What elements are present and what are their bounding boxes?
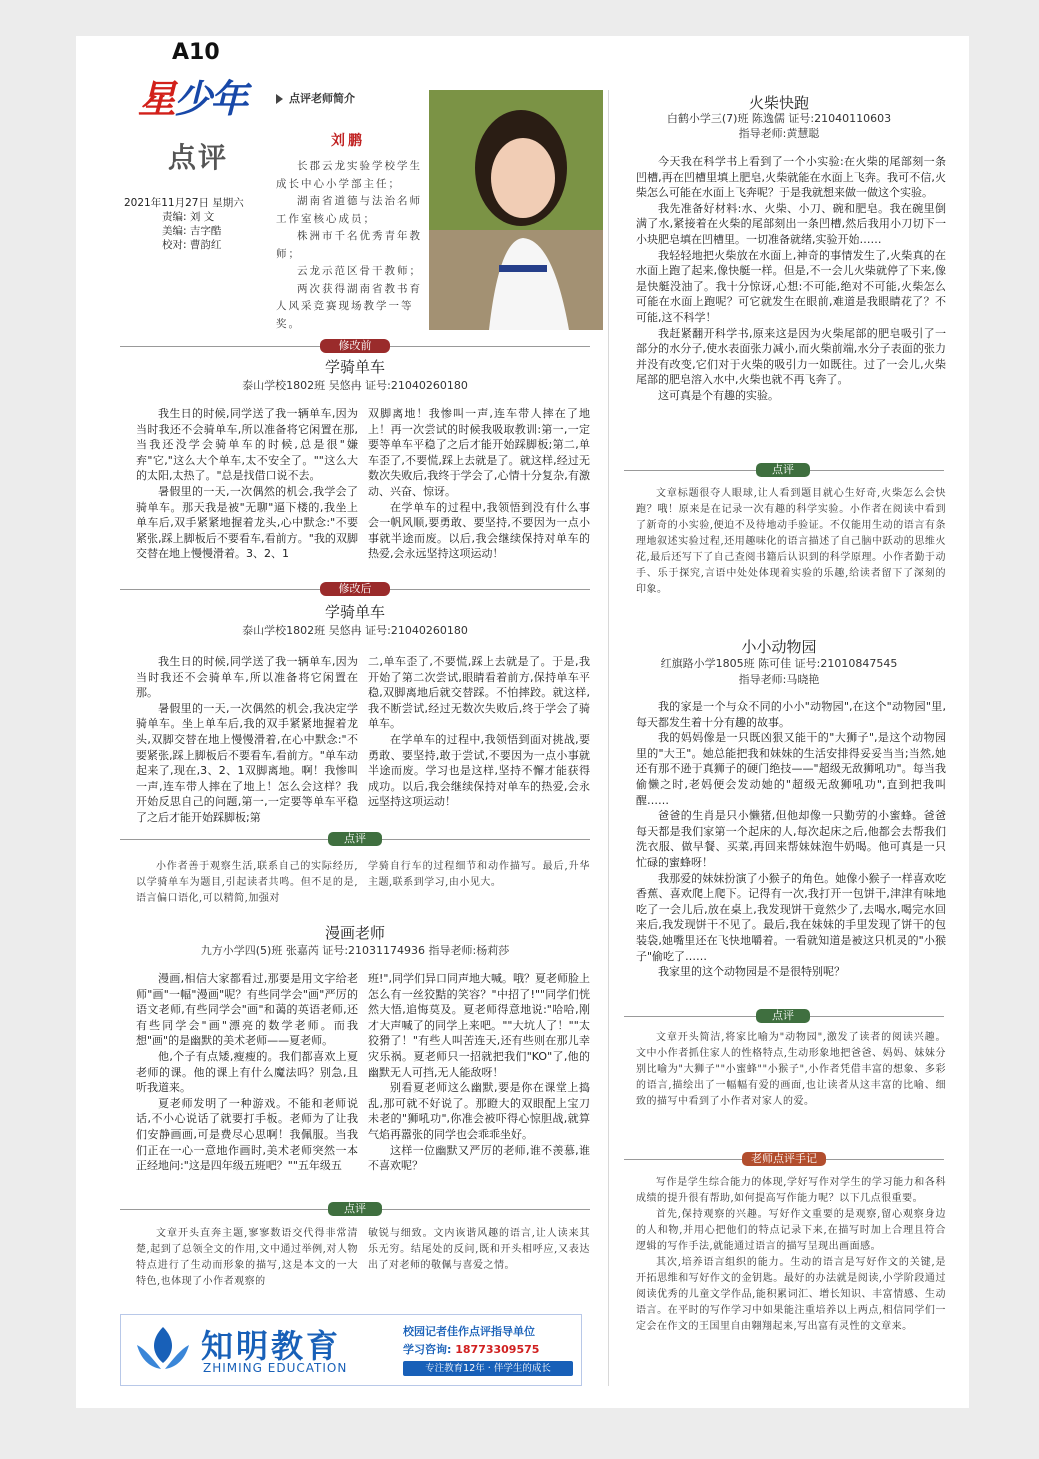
article-body: 班!",同学们异口同声地大喊。哦？夏老师脸上怎么有一丝狡黠的笑容？"中招了!""同学们恍然大悟,追悔莫及。夏老师得意地说:"哈哈,刚才大声喊了的同学上来吧。""大坑人了！""太狡猾了！"有些人叫苦连天,还有些则在那儿幸灾乐祸。夏老师只一招就把我们"KO"了,他的幽默无人可挡,无人能敌呀！ 别看夏老师这么幽默,要是你在课堂上捣乱,那可就不好说了。那瞪大的双眼配上宝刀未老的"狮吼功",你准会被吓得心惊胆战,就算气焰再嚣张的同学也会乖乖坐好。 这样一位幽默又严厉的老师,谁不羡慕,谁不喜欢呢？	[368, 972, 590, 1173]
article-advisor: 指导老师:黄慧聪	[738, 127, 820, 140]
article-byline: 红旗路小学1805班 陈可佳 证号:21010847545	[660, 657, 898, 670]
article-advisor: 指导老师:马晓艳	[738, 673, 820, 686]
ad-phone[interactable]: 18773309575	[455, 1343, 540, 1356]
article-byline: 泰山学校1802班 吴悠冉 证号:21040260180	[242, 624, 468, 637]
teacher-name: 刘鹏	[331, 133, 365, 149]
article-title: 学骑单车	[324, 358, 385, 376]
article-byline: 白鹤小学三(7)班 陈逸儒 证号:21040110603	[666, 112, 892, 125]
page-number: A10	[172, 40, 220, 65]
editor-credit: 责编: 刘 文	[162, 211, 215, 223]
teacher-intro-heading: 点评老师简介	[276, 90, 355, 106]
comment-tag: 点评	[328, 1202, 382, 1216]
proofreader-credit: 校对: 曹韵红	[162, 239, 222, 251]
after-tag: 修改后	[320, 582, 390, 596]
article-body: 漫画,相信大家都看过,那要是用文字给老师"画"一幅"漫画"呢？有些同学会"画"严厉的语文老师,有些同学会"画"和蔼的英语老师,还有些同学会"画"漂亮的数学老师。而我想"画"的是幽默的美术老师——夏老师。 他,个子有点矮,瘦瘦的。我们都喜欢上夏老师的课。他的课上有什么魔法吗？别急,且听我道来。 夏老师发明了一种游戏。不能和老师说话,不小心说话了就要打手板。老师为了让我们安静画画,可是费尽心思啊！我佩服。当我们正在一心一意地作画时,美术老师突然一本正经地问:"这是四年级五班吧？""五年级五	[136, 972, 358, 1173]
masthead-meta	[124, 196, 244, 252]
zhiming-logo-icon	[131, 1323, 195, 1375]
comment-body: 文章开头简洁,将家比喻为"动物园",激发了读者的阅读兴趣。文中小作者抓住家人的性格特点,生动形象地把爸爸、妈妈、妹妹分别比喻为"大狮子""小蜜蜂""小猴子",小作者凭借丰富的想象、多彩的语言,描绘出了一幅幅有爱的画面,也让读者从这丰富的比喻、细致的描写中看到了小作者对家人的爱。	[636, 1032, 946, 1107]
triangle-icon	[276, 94, 283, 104]
article-byline: 泰山学校1802班 吴悠冉 证号:21040260180	[242, 379, 468, 392]
notes-body: 写作是学生综合能力的体现,学好写作对学生的学习能力和各科成绩的提升很有帮助,如何提高写作能力呢？以下几点很重要。 首先,保持观察的兴趣。写好作文重要的是观察,留心观察身边的人和物,并用心把他们的特点记录下来,在描写时加上合理且符合逻辑的写作手法,就能通过语言的描写呈现出画面感。 其次,培养语言组织的能力。生动的语言是写好作文的关键,是开拓思维和写好作文的金钥匙。最好的办法就是阅读,小学阶段通过阅读优秀的儿童文学作品,能积累词汇、增长知识、丰富情感、生动语言。在平时的写作学习中如果能注重培养以上两点,相信同学们一定会在作文的王国里自由翱翔起来,写出富有灵性的文章来。	[636, 1177, 946, 1332]
ad-phone-line: 学习咨询: 18773309575	[403, 1343, 540, 1356]
before-tag: 修改前	[320, 339, 390, 353]
article-title: 学骑单车	[324, 603, 385, 621]
column-divider	[608, 90, 609, 1386]
teacher-bio: 长郡云龙实验学校学生成长中心小学部主任； 湖南省道德与法治名师工作室核心成员； 株洲市千名优秀青年教师； 云龙示范区骨干教师； 两次获得湖南省教书育人风采竞赛现场教学一等奖。	[276, 160, 422, 330]
brand-logo: 星少年	[138, 77, 247, 121]
article-title: 小小动物园	[741, 638, 817, 656]
article-body: 今天我在科学书上看到了一个小实验:在火柴的尾部刻一条凹槽,再在凹槽里填上肥皂,火柴就能在水面上飞奔。我可不信,火柴怎么可能在水面上飞奔呢？于是我就想来做一做这个实验。 我先准备好材料:水、火柴、小刀、碗和肥皂。我在碗里倒满了水,紧接着在火柴的尾部刻出一条凹槽,然后我用小刀切下一小块肥皂填在凹槽里。一切准备就绪,实验开始…… 我轻轻地把火柴放在水面上,神奇的事情发生了,火柴真的在水面上跑了起来,像快艇一样。但是,不一会儿火柴就停了下来,像是快艇没油了。我十分惊讶,心想:不可能,绝对不可能,火柴怎么可能在水面上跑呢？可它就发生在眼前,难道是我眼睛花了？不可能,这不科学！ 我赶紧翻开科学书,原来这是因为火柴尾部的肥皂吸引了一部分的水分子,使水表面张力减小,而火柴前端,水分子表面的张力并没有改变,它们对于火柴的吸引力一如既往。过了一会儿,火柴尾部的肥皂溶入水中,火柴也就不再飞奔了。 这可真是个有趣的实验。	[636, 155, 946, 402]
issue-date: 2021年11月27日 星期六	[124, 197, 244, 209]
comment-tag: 点评	[328, 832, 382, 846]
ad-slogan: 专注教育12年 · 伴学生的成长	[403, 1361, 573, 1376]
article-body: 双脚离地！我惨叫一声,连车带人摔在了地上！再一次尝试的时候我吸取教训:第一,一定要等单车平稳了之后才能开始踩脚板;第二,单车歪了,不要慌,踩上去就是了。就这样,经过无数次失败后,我终于学会了,心情十分复杂,有激动、兴奋、惊讶。 在学单车的过程中,我领悟到没有什么事会一帆风顺,要勇敢、要坚持,不要因为一点小事就半途而废。以后,我会继续保持对单车的热爱,会永远坚持这项运动！	[368, 407, 590, 561]
notes-tag: 老师点评手记	[742, 1152, 826, 1166]
article-title: 火柴快跑	[748, 94, 809, 112]
comment-body: 学骑自行车的过程细节和动作描写。最后,升华主题,联系到学习,由小见大。	[368, 861, 590, 888]
article-body: 我的家是一个与众不同的小小"动物园",在这个"动物园"里,每天都发生着十分有趣的故事。 我的妈妈像是一只既凶狠又能干的"大狮子",是这个动物园里的"大王"。她总能把我和妹妹的生活安排得妥妥当当;当然,她还有那不逊于真狮子的硬门绝技——"超级无敌狮吼功"。每当我偷懒之时,老妈便会发动她的"超级无敌狮吼功",直到把我叫醒…… 爸爸的生肖是只小懒猪,但他却像一只勤劳的小蜜蜂。爸爸每天都是我们家第一个起床的人,每次起床之后,他都会去帮我们洗衣服、做早餐、买菜,再回来帮妹妹泡牛奶喝。他可真是一只忙碌的蜜蜂呀！ 我那爱的妹妹扮演了小猴子的角色。她像小猴子一样喜欢吃香蕉、喜欢爬上爬下。记得有一次,我打开一包饼干,津津有味地吃了一会儿后,放在桌上,我发现饼干竟然少了,去喝水,喝完水回来后,我发现饼干不见了。最后,我在妹妹的手里发现了饼干的包装袋,她嘴里还在飞快地嚼着。一看就知道是被这只机灵的"小猴子"偷吃了…… 我家里的这个动物园是不是很特别呢？	[636, 700, 946, 979]
article-body: 我生日的时候,同学送了我一辆单车,因为当时我还不会骑单车,所以准备将它闲置在那,当我还没学会骑单车的时候,总是很"嫌弃"它,"这么大个单车,太不安全了。""这么大的太阳,太热了。"总是找借口说不去。 暑假里的一天,一次偶然的机会,我学会了骑单车。那天我是被"无聊"逼下楼的,我坐上单车后,双手紧紧地握着龙头,心中默念:"不要紧张,踩上脚板后不要看车,看前方。"我的双脚交替在地上慢慢滑着。3、2、1	[136, 407, 358, 561]
comment-tag: 点评	[756, 1009, 810, 1023]
comment-body: 文章标题很夺人眼球,让人看到题目就心生好奇,火柴怎么会快跑？哦！原来是在记录一次有趣的科学实验。小作者在阅读中看到了新奇的小实验,便迫不及待地动手验证。不仅能用生动的语言有条理地叙述实验过程,还用趣味化的语言描述了自己脑中跃动的思维火花,最后还写下了自己查阅书籍后认识到的科学原理。小作者勤于动手、乐于探究,言语中处处体现着实验的乐趣,给读者留下了深刻的印象。	[636, 488, 946, 595]
advertisement[interactable]	[120, 1314, 582, 1386]
article-body: 我生日的时候,同学送了我一辆单车,因为当时我还不会骑单车,所以准备将它闲置在那。 暑假里的一天,一次偶然的机会,我决定学骑单车。坐上单车后,我的双手紧紧地握着龙头,双脚交替在地上慢慢滑着,在心中默念:"不要紧张,踩上脚板后不要看车,看前方。"单车动起来了,现在,3、2、1双脚离地。啊！我惨叫一声,连车带人摔在了地上！怎么会这样？我开始反思自己的问题,第一,一定要等单车平稳了之后才能开始踩脚板;第	[136, 655, 358, 824]
comment-tag: 点评	[756, 463, 810, 477]
article-body: 二,单车歪了,不要慌,踩上去就是了。于是,我开始了第二次尝试,眼睛看着前方,保持单车平稳,双脚离地后就交替踩。不怕摔跤。就这样,我不断尝试,经过无数次失败后,终于学会了骑单车。 在学单车的过程中,我领悟到面对挑战,要勇敢、要坚持,敢于尝试,不要因为一点小事就半途而废。学习也是这样,坚持不懈才能获得成功。以后,我会继续保持对单车的热爱,会永远坚持这项运动！	[368, 655, 590, 809]
article-title: 漫画老师	[324, 924, 385, 942]
brand-subtitle: 点评	[168, 141, 229, 174]
newspaper-page	[76, 36, 969, 1408]
designer-credit: 美编: 吉字酷	[162, 225, 222, 237]
ad-title: 知明教育	[201, 1327, 342, 1365]
ad-tagline: 校园记者佳作点评指导单位	[403, 1325, 535, 1338]
ad-english-name: ZHIMING EDUCATION	[203, 1361, 348, 1375]
teacher-photo	[429, 90, 603, 330]
comment-body: 敏锐与细致。文内诙谐风趣的语言,让人读来其乐无穷。结尾处的反问,既和开头相呼应,又表达出了对老师的敬佩与喜爱之情。	[368, 1228, 590, 1271]
comment-body: 文章开头直奔主题,寥寥数语交代得非常清楚,起到了总领全文的作用,文中通过举例,对人物特点进行了生动而形象的描写,这是本文的一大特色,也体现了小作者观察的	[136, 1228, 358, 1287]
comment-body: 小作者善于观察生活,联系自己的实际经历,以学骑单车为题目,引起读者共鸣。但不足的是,语言偏口语化,可以精简,加强对	[136, 861, 358, 904]
article-byline: 九方小学四(5)班 张嘉芮 证号:21031174936 指导老师:杨莉莎	[200, 944, 510, 957]
